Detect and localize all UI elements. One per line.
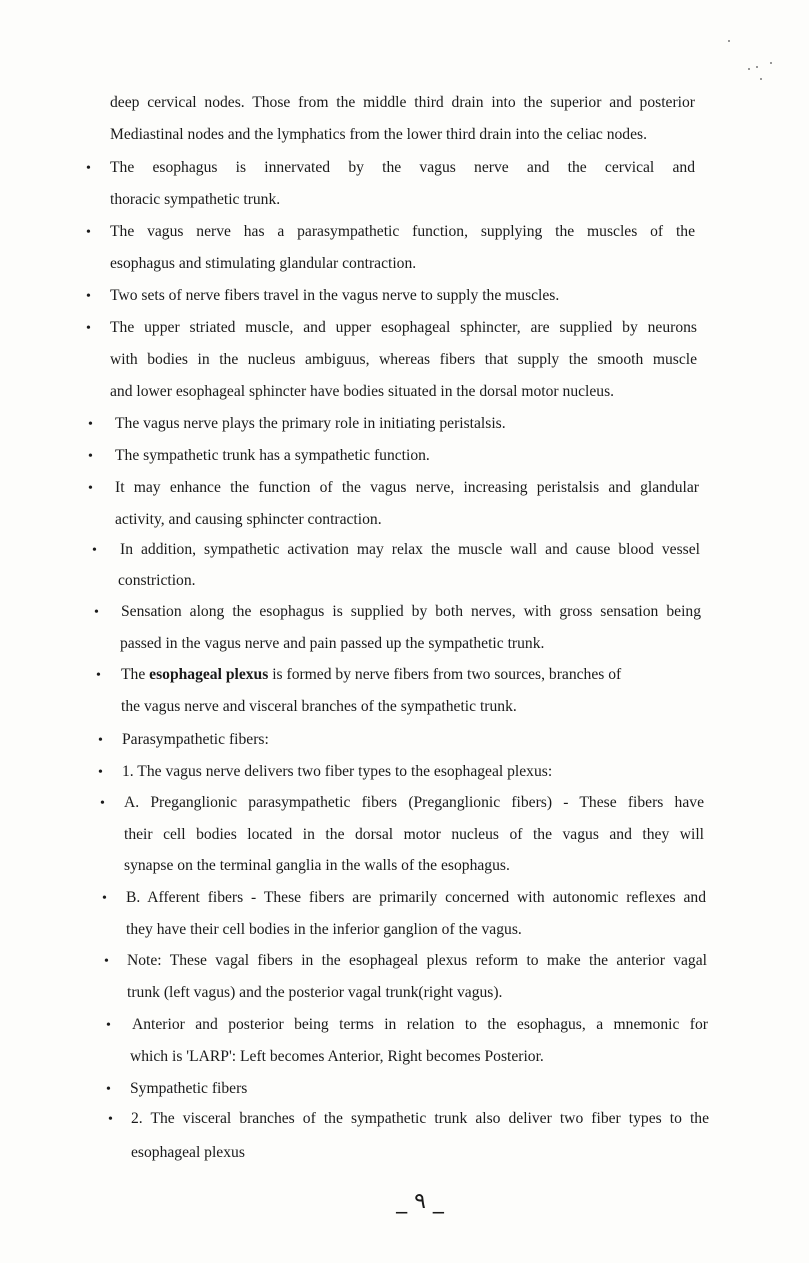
list-item-line: The sympathetic trunk has a sympathetic function. — [115, 447, 430, 464]
list-item-line: B. Afferent fibers - These fibers are primarily concerned with autonomic reflexes and — [126, 889, 706, 906]
list-item-line: The vagus nerve has a parasympathetic function, supplying the muscles of the — [110, 223, 695, 240]
list-item-line: trunk (left vagus) and the posterior vagal trunk(right vagus). — [127, 984, 503, 1001]
bullet-icon: • — [106, 1082, 111, 1097]
list-item-line: Two sets of nerve fibers travel in the vagus nerve to supply the muscles. — [110, 287, 560, 304]
bullet-icon: • — [88, 449, 93, 464]
list-item-line: they have their cell bodies in the inferior ganglion of the vagus. — [126, 921, 522, 938]
line-lead: The — [121, 666, 150, 683]
list-item-line: The esophagus is innervated by the vagus nerve and the cervical and — [110, 159, 695, 176]
intro-line-1: deep cervical nodes. Those from the middle third drain into the superior and posterior — [110, 94, 695, 111]
list-item-line: Sensation along the esophagus is supplied by both nerves, with gross sensation being — [121, 603, 701, 620]
list-item-line: and lower esophageal sphincter have bodies situated in the dorsal motor nucleus. — [110, 383, 615, 400]
list-item-line: The vagus nerve plays the primary role in initiating peristalsis. — [115, 415, 506, 432]
list-item-line: the vagus nerve and visceral branches of the sympathetic trunk. — [121, 698, 517, 715]
list-item-line: Anterior and posterior being terms in relation to the esophagus, a mnemonic for — [132, 1016, 708, 1033]
bullet-icon: • — [108, 1112, 113, 1127]
list-item-line: It may enhance the function of the vagus nerve, increasing peristalsis and glandular — [115, 479, 699, 496]
bullet-icon: • — [96, 668, 101, 683]
list-item-line: Parasympathetic fibers: — [122, 731, 269, 748]
bullet-icon: • — [98, 765, 103, 780]
bullet-icon: • — [106, 1018, 111, 1033]
list-item-line: The upper striated muscle, and upper esophageal sphincter, are supplied by neurons — [110, 319, 697, 336]
list-item-line: activity, and causing sphincter contraction. — [115, 511, 382, 528]
bullet-icon: • — [104, 954, 109, 969]
bullet-icon: • — [98, 733, 103, 748]
bold-term: esophageal plexus — [149, 666, 269, 683]
list-item-line: synapse on the terminal ganglia in the walls of the esophagus. — [124, 857, 510, 874]
bullet-icon: • — [102, 891, 107, 906]
list-item-line: 1. The vagus nerve delivers two fiber types to the esophageal plexus: — [122, 763, 553, 780]
list-item-line: which is 'LARP': Left becomes Anterior, Right becomes Posterior. — [130, 1048, 544, 1065]
list-item-line: passed in the vagus nerve and pain passed up the sympathetic trunk. — [120, 635, 545, 652]
bullet-icon: • — [100, 796, 105, 811]
list-item-line: esophagus and stimulating glandular contraction. — [110, 255, 417, 272]
bullet-icon: • — [92, 543, 97, 558]
scan-specks — [720, 30, 780, 90]
bullet-icon: • — [86, 321, 91, 336]
page-number: _ ٩ _ — [396, 1189, 444, 1214]
list-item-line: thoracic sympathetic trunk. — [110, 191, 281, 208]
list-item-line: Sympathetic fibers — [130, 1080, 248, 1097]
bullet-icon: • — [88, 417, 93, 432]
bullet-icon: • — [86, 161, 91, 176]
intro-line-2: Mediastinal nodes and the lymphatics from the lower third drain into the celiac nodes. — [110, 126, 647, 143]
bullet-icon: • — [86, 289, 91, 304]
list-item-line: their cell bodies located in the dorsal motor nucleus of the vagus and they will — [124, 826, 704, 843]
list-item-line: A. Preganglionic parasympathetic fibers (Preganglionic fibers) - These fibers have — [124, 794, 704, 811]
list-item-line: In addition, sympathetic activation may relax the muscle wall and cause blood vessel — [120, 541, 700, 558]
list-item-line: 2. The visceral branches of the sympathetic trunk also deliver two fiber types to the — [131, 1110, 709, 1127]
list-item-line: constriction. — [118, 572, 196, 589]
bullet-icon: • — [88, 481, 93, 496]
list-item-line: with bodies in the nucleus ambiguus, whereas fibers that supply the smooth muscle — [110, 351, 697, 368]
line-rest: is formed by nerve fibers from two sources, branches of — [268, 666, 622, 683]
list-item-line: esophageal plexus — [131, 1144, 245, 1161]
bullet-icon: • — [94, 605, 99, 620]
list-item-line — [121, 665, 703, 685]
bullet-icon: • — [86, 225, 91, 240]
list-item-line: Note: These vagal fibers in the esophageal plexus reform to make the anterior vagal — [127, 952, 707, 969]
